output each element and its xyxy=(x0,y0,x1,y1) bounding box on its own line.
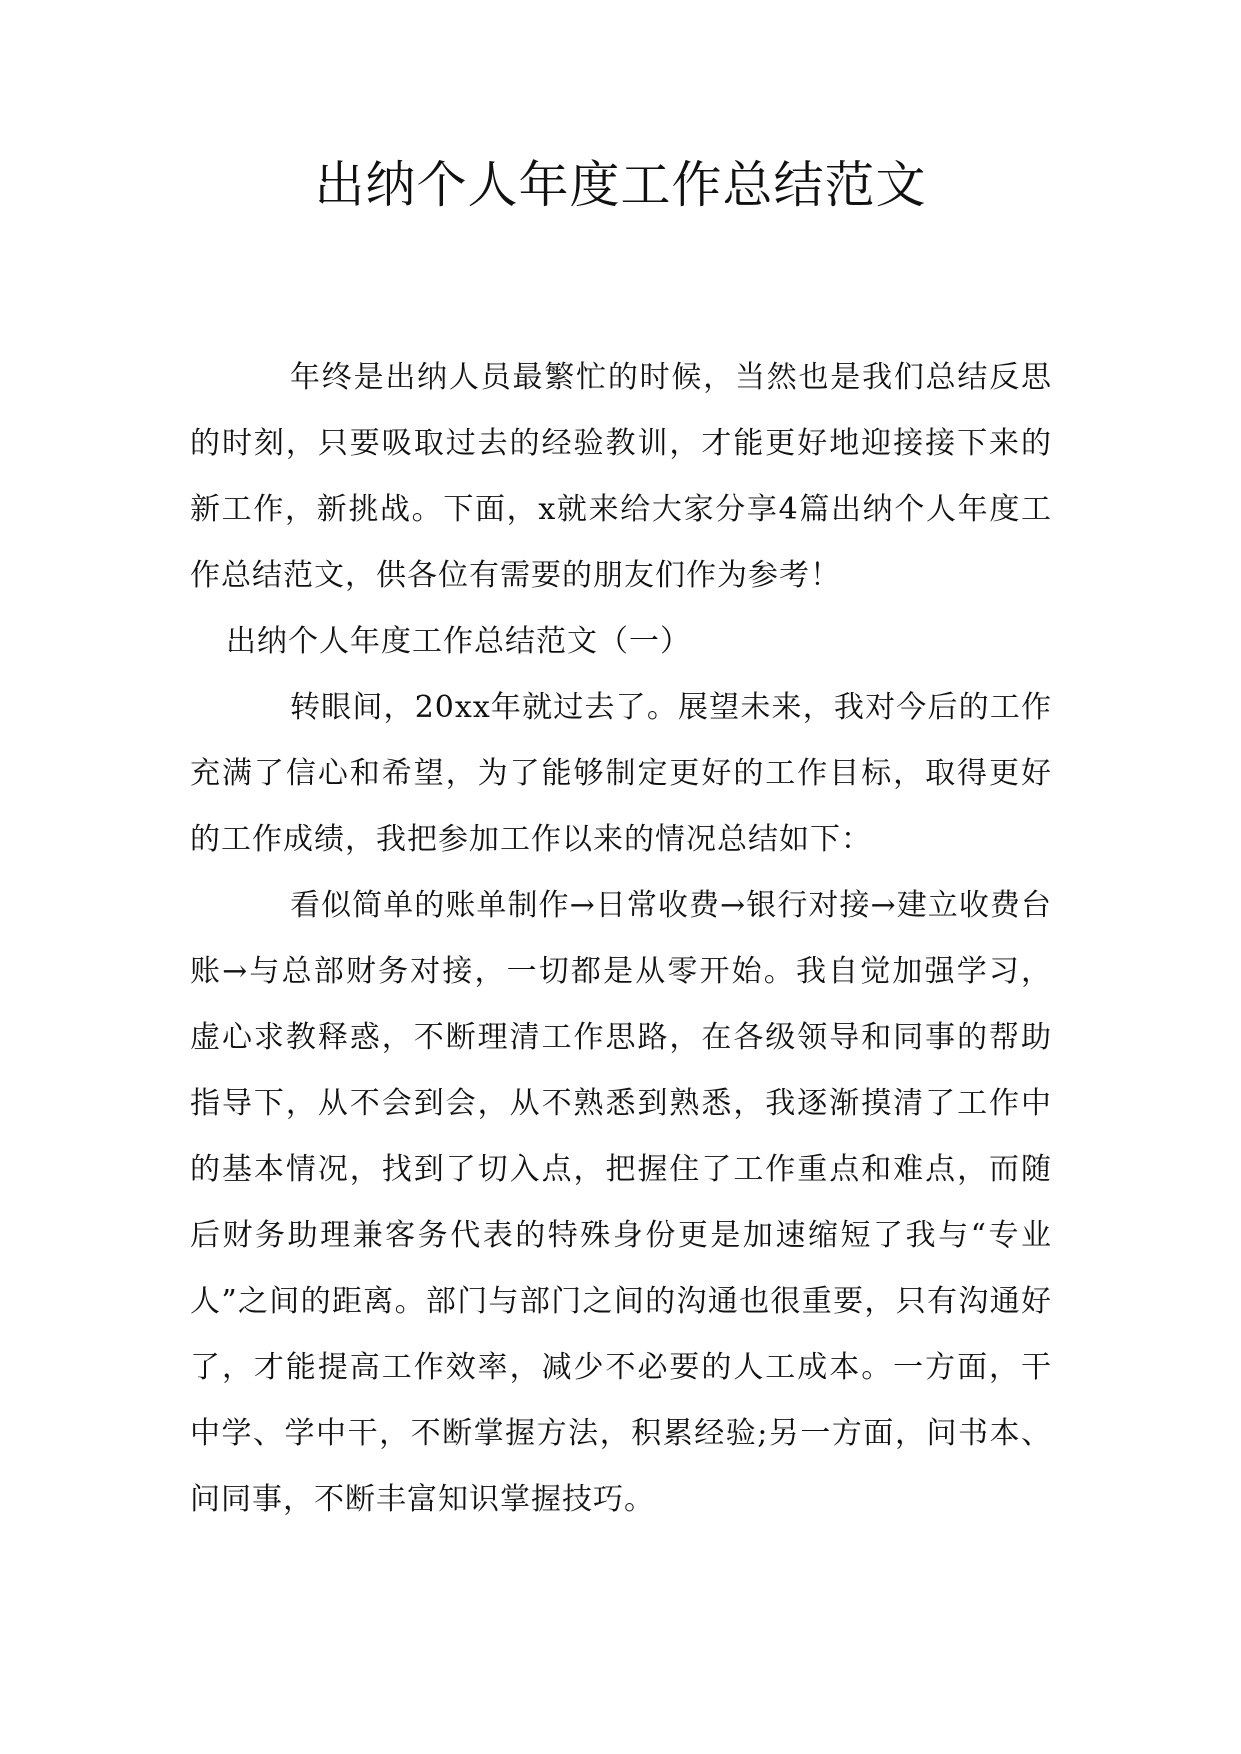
section-heading: 出纳个人年度工作总结范文（一） xyxy=(226,624,691,659)
body-paragraph: 转眼间，20xx年就过去了。展望未来，我对今后的工作充满了信心和希望，为了能够制定更好的工作目标，取得更好的工作成绩，我把参加工作以来的情况总结如下： xyxy=(190,690,1052,857)
document-body xyxy=(190,345,1052,1533)
document-title: 出纳个人年度工作总结范文 xyxy=(314,156,927,214)
intro-paragraph: 年终是出纳人员最繁忙的时候，当然也是我们总结反思的时刻，只要吸取过去的经验教训，才能更好地迎接接下来的新工作，新挑战。下面，x就来给大家分享4篇出纳个人年度工作总结范文，供各位有需要的朋友们作为参考！ xyxy=(190,360,1052,593)
body-paragraph: 看似简单的账单制作→日常收费→银行对接→建立收费台账→与总部财务对接，一切都是从零开始。我自觉加强学习，虚心求教释惑，不断理清工作思路，在各级领导和同事的帮助指导下，从不会到会，从不熟悉到熟悉，我逐渐摸清了工作中的基本情况，找到了切入点，把握住了工作重点和难点，而随后财务助理兼客务代表的特殊身份更是加速缩短了我与“专业人”之间的距离。部门与部门之间的沟通也很重要，只有沟通好了，才能提高工作效率，减少不必要的人工成本。一方面，干中学、学中干，不断掌握方法，积累经验;另一方面，问书本、问同事，不断丰富知识掌握技巧。 xyxy=(190,888,1052,1517)
